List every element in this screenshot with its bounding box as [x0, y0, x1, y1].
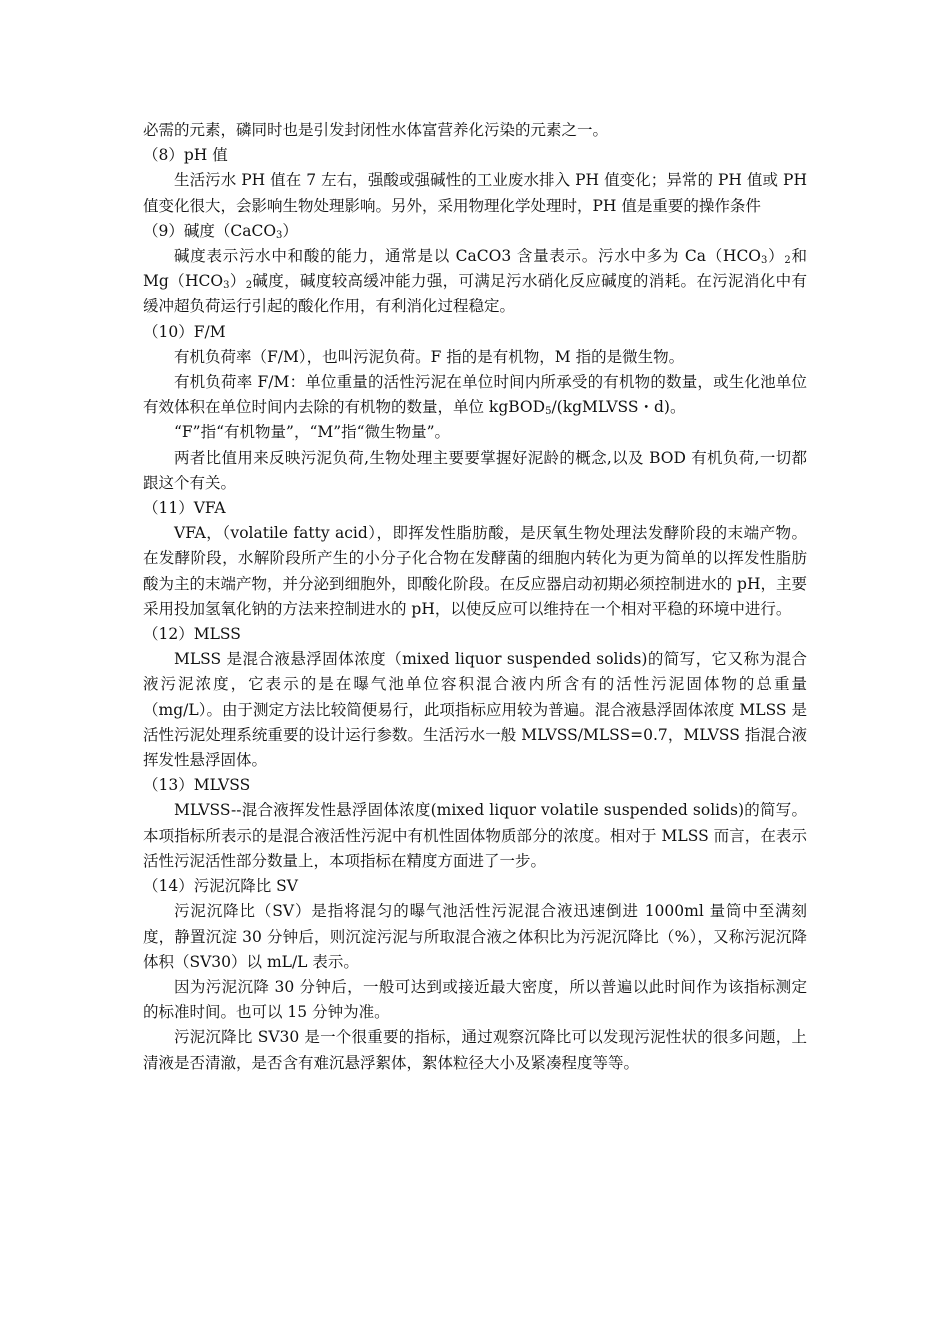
section-heading-mlvss: （13）MLVSS	[143, 776, 251, 795]
section-heading-fm: （10）F/M	[143, 322, 226, 341]
section-heading-ph: （8）pH 值	[143, 146, 228, 165]
paragraph-ph: 生活污水 PH 值在 7 左右，强酸或强碱性的工业废水排入 PH 值变化；异常的 PH 值或 PH 值变化很大，会影响生物处理影响。另外，采用物理化学处理时，PH 值是重要的操作条件	[143, 171, 807, 215]
continuation-paragraph: 必需的元素，磷同时也是引发封闭性水体富营养化污染的元素之一。	[143, 121, 609, 139]
paragraph-vfa: VFA，（volatile fatty acid），即挥发性脂肪酸，是厌氧生物处理法发酵阶段的末端产物。在发酵阶段，水解阶段所产生的小分子化合物在发酵菌的细胞内转化为更为简单的以挥发性脂肪酸为主的末端产物，并分泌到细胞外，即酸化阶段。在反应器启动初期必须控制进水的 pH，主要采用投加氢氧化钠的方法来控制进水的 pH，以使反应可以维持在一个相对平稳的环境中进行。	[143, 524, 807, 618]
paragraph-sv-3: 污泥沉降比 SV30 是一个很重要的指标，通过观察沉降比可以发现污泥性状的很多问题，上清液是否清澈，是否含有难沉悬浮絮体，絮体粒径大小及紧凑程度等等。	[143, 1028, 807, 1072]
paragraph-mlss: MLSS 是混合液悬浮固体浓度（mixed liquor suspended solids)的简写，它又称为混合液污泥浓度，它表示的是在曝气池单位容积混合液内所含有的活性污泥固体物的总重量（mg/L）。由于测定方法比较简便易行，此项指标应用较为普遍。混合液悬浮固体浓度 MLSS 是活性污泥处理系统重要的设计运行参数。生活污水一般 MLVSS/MLSS=0.7，MLVSS 指混合液挥发性悬浮固体。	[143, 650, 807, 770]
paragraph-fm-4: 两者比值用来反映污泥负荷,生物处理主要要掌握好泥龄的概念,以及 BOD 有机负荷,一切都跟这个有关。	[143, 448, 807, 492]
paragraph-fm-3: “F”指“有机物量”，“M”指“微生物量”。	[174, 423, 451, 442]
section-heading-alkalinity: （9）碱度（CaCO$_3$）	[143, 221, 298, 241]
paragraph-fm-1: 有机负荷率（F/M），也叫污泥负荷。F 指的是有机物，M 指的是微生物。	[174, 347, 685, 366]
paragraph-fm-2: 有机负荷率 F/M：单位重量的活性污泥在单位时间内所承受的有机物的数量，或生化池单位有效体积在单位时间内去除的有机物的数量，单位 kgBOD$_5$/(kgMLVSS・d)。	[143, 373, 807, 418]
section-heading-vfa: （11）VFA	[143, 499, 226, 518]
document-page	[143, 118, 807, 1076]
paragraph-alkalinity: 碱度表示污水中和酸的能力，通常是以 CaCO3 含量表示。污水中多为 $Ca(HCO_3)_2$和 $Mg(HCO_3)_2$碱度，碱度较高缓冲能力强，可满足污水硝化反应碱度的消耗。在污泥消化中有缓冲超负荷运行引起的酸化作用，有利消化过程稳定。	[143, 247, 807, 316]
paragraph-sv-1: 污泥沉降比（SV）是指将混匀的曝气池活性污泥混合液迅速倒进 1000ml 量筒中至满刻度，静置沉淀 30 分钟后，则沉淀污泥与所取混合液之体积比为污泥沉降比（%），又称污泥沉降体积（SV30）以 mL/L 表示。	[143, 902, 807, 971]
section-heading-sv: （14）污泥沉降比 SV	[143, 877, 298, 896]
section-heading-mlss: （12）MLSS	[143, 625, 241, 644]
paragraph-sv-2: 因为污泥沉降 30 分钟后，一般可达到或接近最大密度，所以普遍以此时间作为该指标测定的标准时间。也可以 15 分钟为准。	[143, 977, 807, 1022]
paragraph-mlvss: MLVSS--混合液挥发性悬浮固体浓度(mixed liquor volatile suspended solids)的简写。本项指标所表示的是混合液活性污泥中有机性固体物质部分的浓度。相对于 MLSS 而言，在表示活性污泥活性部分数量上，本项指标在精度方面进了一步。	[143, 801, 807, 870]
